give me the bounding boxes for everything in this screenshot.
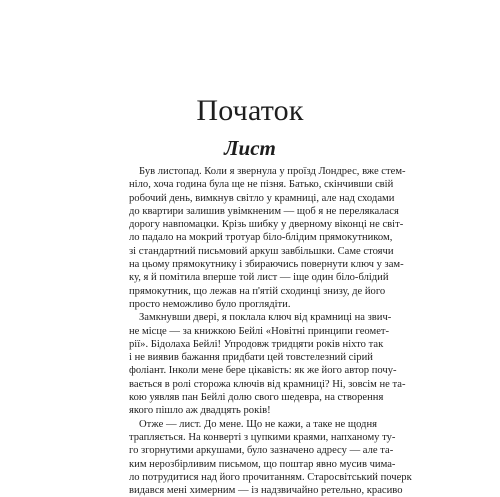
text-line: рії». Бідолаха Бейлі! Упродовж тридцяти років ніхто так [129, 338, 384, 350]
text-line: зі стандартний письмовий аркуш завбільшки. Саме стоячи [129, 245, 394, 257]
text-line: ло потрудитися над його прочитанням. Старосвітський почерк [129, 471, 412, 483]
text-line: вається в ролі сторожа ключів від крамниці? Ні, зовсім не та- [129, 378, 406, 390]
text-line: Отже — лист. До мене. Що не кажи, а таке не щодня [139, 418, 377, 430]
text-line: ку, я й помітила вперше той лист — іще один біло-блідий [129, 272, 389, 284]
text-line: кою уявляв пан Бейлі долю свого шедевра, на створення [129, 392, 384, 404]
section-title: Лист [224, 136, 276, 160]
text-line: ніло, хоча година була ще не пізня. Батько, скінчивши свій [129, 179, 394, 191]
text-line: фоліант. Інколи мене бере цікавість: як же його автор почу- [129, 365, 397, 377]
text-line: дорогу навпомацки. Крізь шибку у дверному віконці не світ- [129, 219, 404, 231]
paragraph-1 [129, 165, 406, 311]
text-line: прямокутник, що лежав на п'ятій сходинці знизу, де його [129, 285, 386, 297]
paragraph-2 [129, 311, 406, 417]
text-line: і не виявив бажання придбати цей товстелезний сірий [129, 352, 373, 364]
paragraph-3 [129, 418, 412, 497]
text-line: го згорнутими аркушами, було зазначено адресу — але та- [129, 445, 394, 457]
text-line: робочий день, вимкнув світло у крамниці, але над сходами [129, 192, 395, 204]
text-line: не місце — за книжкою Бейлі «Новітні принципи геомет- [129, 325, 390, 337]
text-line: на цьому прямокутнику і збираючись повернути ключ у зам- [129, 259, 404, 271]
text-line: просто неможливо було проглядіти. [129, 298, 291, 310]
text-line: Був листопад. Коли я звернула у проїзд Лондрес, вже стем- [139, 166, 406, 177]
text-line: видався мені химерним — із надзвичайно ретельно, красиво [129, 485, 403, 497]
text-line: до квартири залишив увімкненим — щоб я не перелякалася [129, 205, 399, 217]
chapter-title: Початок [196, 94, 304, 127]
text-line: якого пішло аж двадцять років! [129, 405, 271, 417]
text-line: трапляється. На конверті з цупкими краями, напханому ту- [129, 431, 396, 443]
text-line: ким нерозбірливим письмом, що поштар явно мусив чима- [129, 458, 396, 470]
text-line: Замкнувши двері, я поклала ключ від крамниці на звич- [139, 312, 392, 324]
text-line: ло падало на мокрий тротуар біло-блідим прямокутником, [129, 232, 393, 244]
body-text [129, 165, 412, 497]
